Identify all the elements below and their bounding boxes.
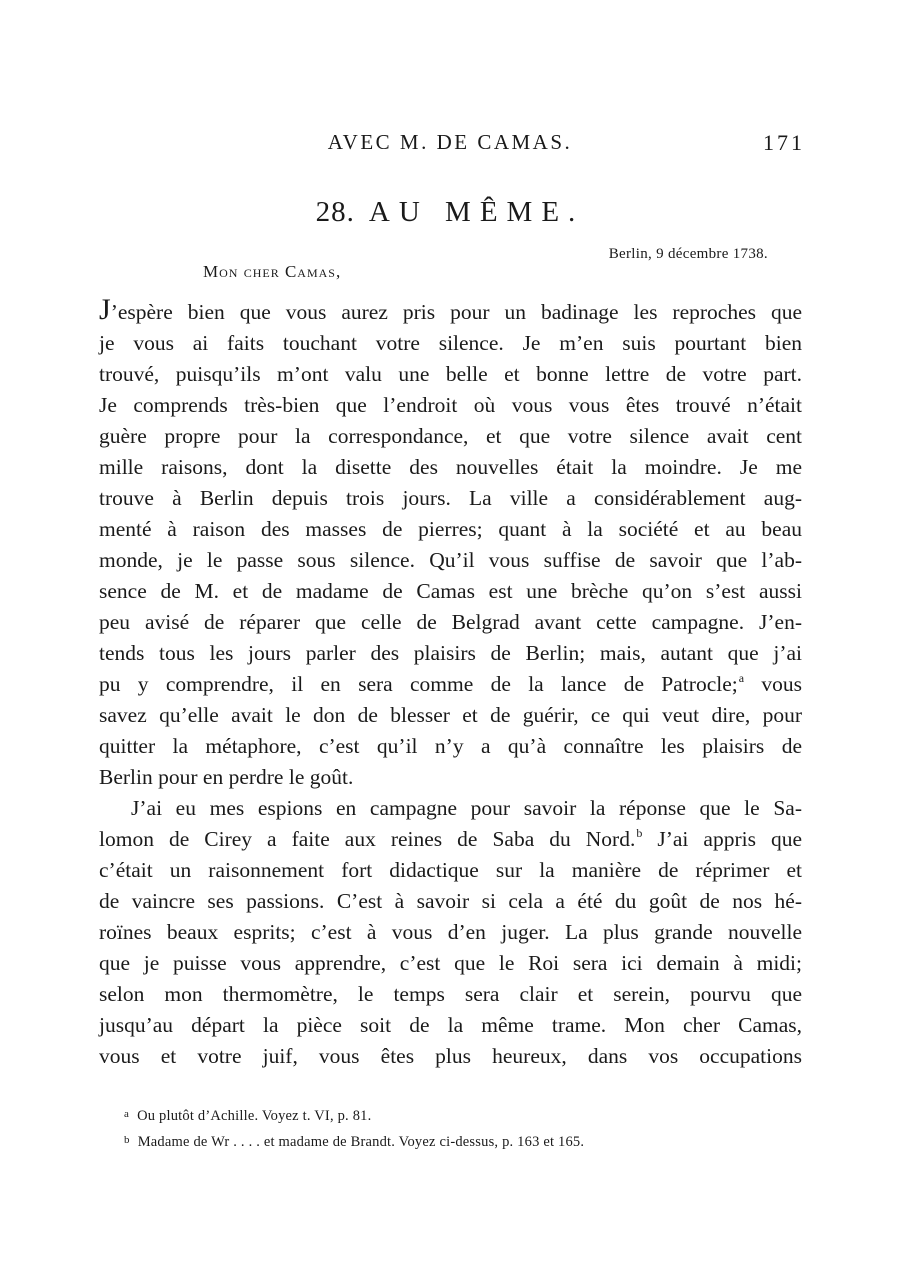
text-line: quitter la métaphore, c’est qu’il n’y a qu’à connaître les plaisirs de <box>99 734 802 758</box>
text-line: je vous ai faits touchant votre silence. Je m’en suis pourtant bien <box>99 331 802 355</box>
text-line: que je puisse vous apprendre, c’est que le Roi sera ici demain à midi; <box>99 951 802 975</box>
footnote-text: Madame de Wr . . . . et madame de Brandt. Voyez ci-dessus, p. 163 et 165. <box>137 1134 585 1150</box>
footnote-a <box>124 1102 784 1128</box>
text-line: lomon de Cirey a faite aux reines de Saba du Nord.$^b$ J’ai appris que <box>99 826 802 851</box>
text-line: J’espère bien que vous aurez pris pour un badinage les reproches que <box>99 293 802 326</box>
letter-title: AU MÊME. <box>368 196 585 228</box>
footnote-b <box>124 1128 784 1154</box>
text-line: pu y comprendre, il en sera comme de la lance de Patrocle;$^a$ vous <box>99 671 802 696</box>
footnote-ref-a[interactable]: a <box>738 671 745 685</box>
letter-body <box>99 293 802 1072</box>
footnote-ref-b[interactable]: b <box>636 826 643 840</box>
text-line: roïnes beaux esprits; c’est à vous d’en juger. La plus grande nouvelle <box>99 920 802 944</box>
salutation: Mon cher Camas, <box>203 262 342 281</box>
text-line: mille raisons, dont la disette des nouvelles était la moindre. Je me <box>99 455 802 479</box>
page-number: 171 <box>763 130 805 155</box>
text-line: jusqu’au départ la pièce soit de la même trame. Mon cher Camas, <box>99 1013 802 1037</box>
text-line: trouve à Berlin depuis trois jours. La ville a considérablement aug- <box>99 486 802 510</box>
drop-cap: J <box>99 293 111 326</box>
text-line: peu avisé de réparer que celle de Belgrad avant cette campagne. J’en- <box>99 610 802 634</box>
text-line: J’ai eu mes espions en campagne pour savoir la réponse que le Sa- <box>131 796 802 820</box>
text-line: monde, je le passe sous silence. Qu’il vous suffise de savoir que l’ab- <box>99 548 802 572</box>
text-line: savez qu’elle avait le don de blesser et de guérir, ce qui veut dire, pour <box>99 703 802 727</box>
text-line: menté à raison des masses de pierres; quant à la société et au beau <box>99 517 802 541</box>
text-line: guère propre pour la correspondance, et que votre silence avait cent <box>99 424 802 448</box>
text-line: tends tous les jours parler des plaisirs de Berlin; mais, autant que j’ai <box>99 641 802 665</box>
footnotes <box>124 1102 784 1154</box>
dateline: Berlin, 9 décembre 1738. <box>608 246 768 262</box>
text-line: sence de M. et de madame de Camas est une brèche qu’on s’est aussi <box>99 579 802 603</box>
text-line: vous et votre juif, vous êtes plus heureux, dans vos occupations <box>99 1044 802 1068</box>
letter-number: 28. <box>315 196 355 228</box>
footnote-text: Ou plutôt d’Achille. Voyez t. VI, p. 81. <box>137 1108 372 1124</box>
footnote-mark: b <box>124 1134 130 1146</box>
text-line: selon mon thermomètre, le temps sera clair et serein, pourvu que <box>99 982 802 1006</box>
text-line: c’était un raisonnement fort didactique sur la manière de réprimer et <box>99 858 802 882</box>
text-line: trouvé, puisqu’ils m’ont valu une belle et bonne lettre de votre part. <box>99 362 802 386</box>
letter-heading <box>0 196 900 229</box>
footnote-mark: a <box>124 1108 130 1120</box>
text-line: de vaincre ses passions. C’est à savoir si cela a été du goût de nos hé- <box>99 889 802 913</box>
running-head: AVEC M. DE CAMAS. <box>327 130 573 154</box>
text-line: Je comprends très-bien que l’endroit où vous vous êtes trouvé n’était <box>99 393 802 417</box>
text-line: Berlin pour en perdre le goût. <box>99 765 354 789</box>
